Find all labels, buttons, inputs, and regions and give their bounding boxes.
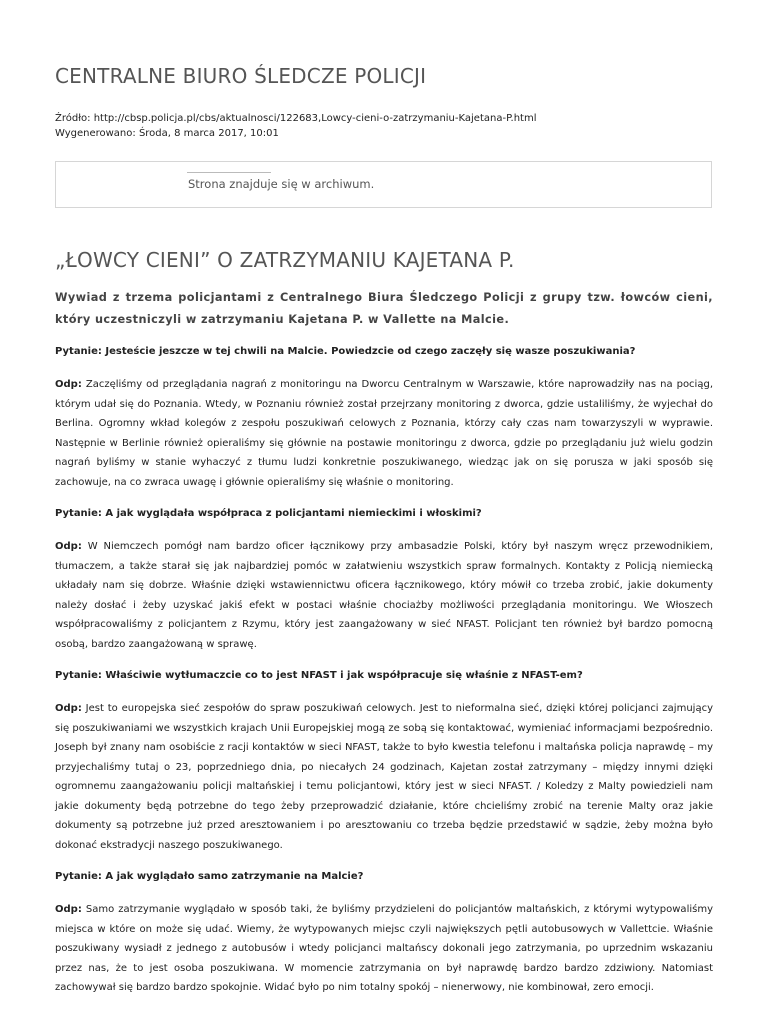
answer-label: Odp: <box>55 904 82 915</box>
generated-date: Wygenerowano: Środa, 8 marca 2017, 10:01 <box>55 128 279 139</box>
answer-4 <box>55 900 713 998</box>
answer-text: Samo zatrzymanie wyglądało w sposób taki, że byliśmy przydzieleni do policjantów maltańskich, z którymi wytypowaliśmy miejsca w które on może się udać. Wiemy, że wytypowanych miejsc czyli największych pętli autobusowych w Vallettcie. Właśnie poszukiwany wysiadł z jednego z autobusów i wtedy policjanci maltańscy dokonali jego zatrzymania, po uprzednim wskazaniu przez nas, że to jest osoba poszukiwana. W momencie zatrzymania on był naprawdę bardzo bardzo zdziwiony. Natomiast zachowywał się bardzo bardzo spokojnie. Widać było po nim totalny spokój – nienerwowy, nie kombinował, zero emocji. <box>55 904 713 993</box>
archive-divider <box>187 172 271 173</box>
question-2: Pytanie: A jak wyglądała współpraca z policjantami niemieckimi i włoskimi? <box>55 508 482 519</box>
article-body <box>55 344 713 1012</box>
question-3: Pytanie: Właściwie wytłumaczcie co to jest NFAST i jak współpracuje się właśnie z NFAST-em? <box>55 670 583 681</box>
answer-1 <box>55 375 713 492</box>
archive-notice: Strona znajduje się w archiwum. <box>188 177 375 191</box>
answer-label: Odp: <box>55 379 82 390</box>
source-url: Źródło: http://cbsp.policja.pl/cbs/aktualnosci/122683,Lowcy-cieni-o-zatrzymaniu-Kajetana-P.html <box>55 113 537 124</box>
question-4: Pytanie: A jak wyglądało samo zatrzymanie na Malcie? <box>55 871 364 882</box>
document-meta <box>55 111 537 141</box>
question-1: Pytanie: Jesteście jeszcze w tej chwili na Malcie. Powiedzcie od czego zaczęły się wasze poszukiwania? <box>55 346 636 357</box>
answer-text: W Niemczech pomógł nam bardzo oficer łącznikowy przy ambasadzie Polski, który był naszym wręcz przewodnikiem, tłumaczem, a także starał się jak najbardziej pomóc w załatwieniu wszystkich spraw formalnych. Kontakty z Policją niemiecką układały nam się dobrze. Właśnie dzięki wstawiennictwu oficera łącznikowego, który mówił co trzeba zrobić, jakie dokumenty należy dosłać i żeby uzyskać jakiś efekt w postaci właśnie chociażby możliwości przeglądania monitoringu. We Włoszech współpracowaliśmy z policjantem z Rzymu, który jest zaangażowany w sieć NFAST. Policjant ten również był bardzo pomocną osobą, bardzo zaangażowaną w sprawę. <box>55 541 713 650</box>
answer-label: Odp: <box>55 541 82 552</box>
site-title: CENTRALNE BIURO ŚLEDCZE POLICJI <box>55 64 427 88</box>
article-title: „ŁOWCY CIENI” O ZATRZYMANIU KAJETANA P. <box>55 248 515 272</box>
article-lead: Wywiad z trzema policjantami z Centralnego Biura Śledczego Policji z grupy tzw. łowców cieni, który uczestniczyli w zatrzymaniu Kajetana P. w Vallette na Malcie. <box>55 291 713 326</box>
answer-text: Jest to europejska sieć zespołów do spraw poszukiwań celowych. Jest to nieformalna sieć, dzięki której policjanci zajmujący się poszukiwaniami we wszystkich krajach Unii Europejskiej mogą ze sobą się kontaktować, wymieniać informacjami bezpośrednio. Joseph był znany nam osobiście z racji kontaktów w sieci NFAST, także to było kwestia telefonu i maltańska policja naprawdę – my przyjechaliśmy tutaj o 23, poprzedniego dnia, po niecałych 24 godzinach, Kajetan został zatrzymany – między innymi dzięki ogromnemu zaangażowaniu policji maltańskiej i temu policjantowi, który jest w sieci NFAST. / Koledzy z Malty powiedzieli nam jakie dokumenty będą potrzebne do tego żeby przeprowadzić działanie, które chcieliśmy zrobić na terenie Malty oraz jakie dokumenty są potrzebne już przed aresztowaniem i po aresztowaniu co trzeba będzie przedstawić w sądzie, żeby można było dokonać ekstradycji naszego poszukiwanego. <box>55 703 713 851</box>
answer-3 <box>55 699 713 855</box>
answer-2 <box>55 537 713 654</box>
answer-label: Odp: <box>55 703 82 714</box>
archive-notice-box <box>55 161 712 208</box>
answer-text: Zaczęliśmy od przeglądania nagrań z monitoringu na Dworcu Centralnym w Warszawie, które naprowadziły nas na pociąg, którym udał się do Poznania. Wtedy, w Poznaniu również został przejrzany monitoring z dworca, gdzie ustaliliśmy, że wyjechał do Berlina. Ogromny wkład kolegów z zespołu poszukiwań celowych z Poznania, którzy cały czas nam towarzyszyli w wyprawie. Następnie w Berlinie również opieraliśmy się głównie na postawie monitoringu z dworca, gdzie po przeglądaniu już wielu godzin nagrań byliśmy w stanie wyhaczyć z tłumu ludzi konkretnie poszukiwanego, wiedząc jak on się porusza w jaki sposób się zachowuje, na co zwraca uwagę i głównie opieraliśmy się właśnie o monitoring. <box>55 379 713 488</box>
